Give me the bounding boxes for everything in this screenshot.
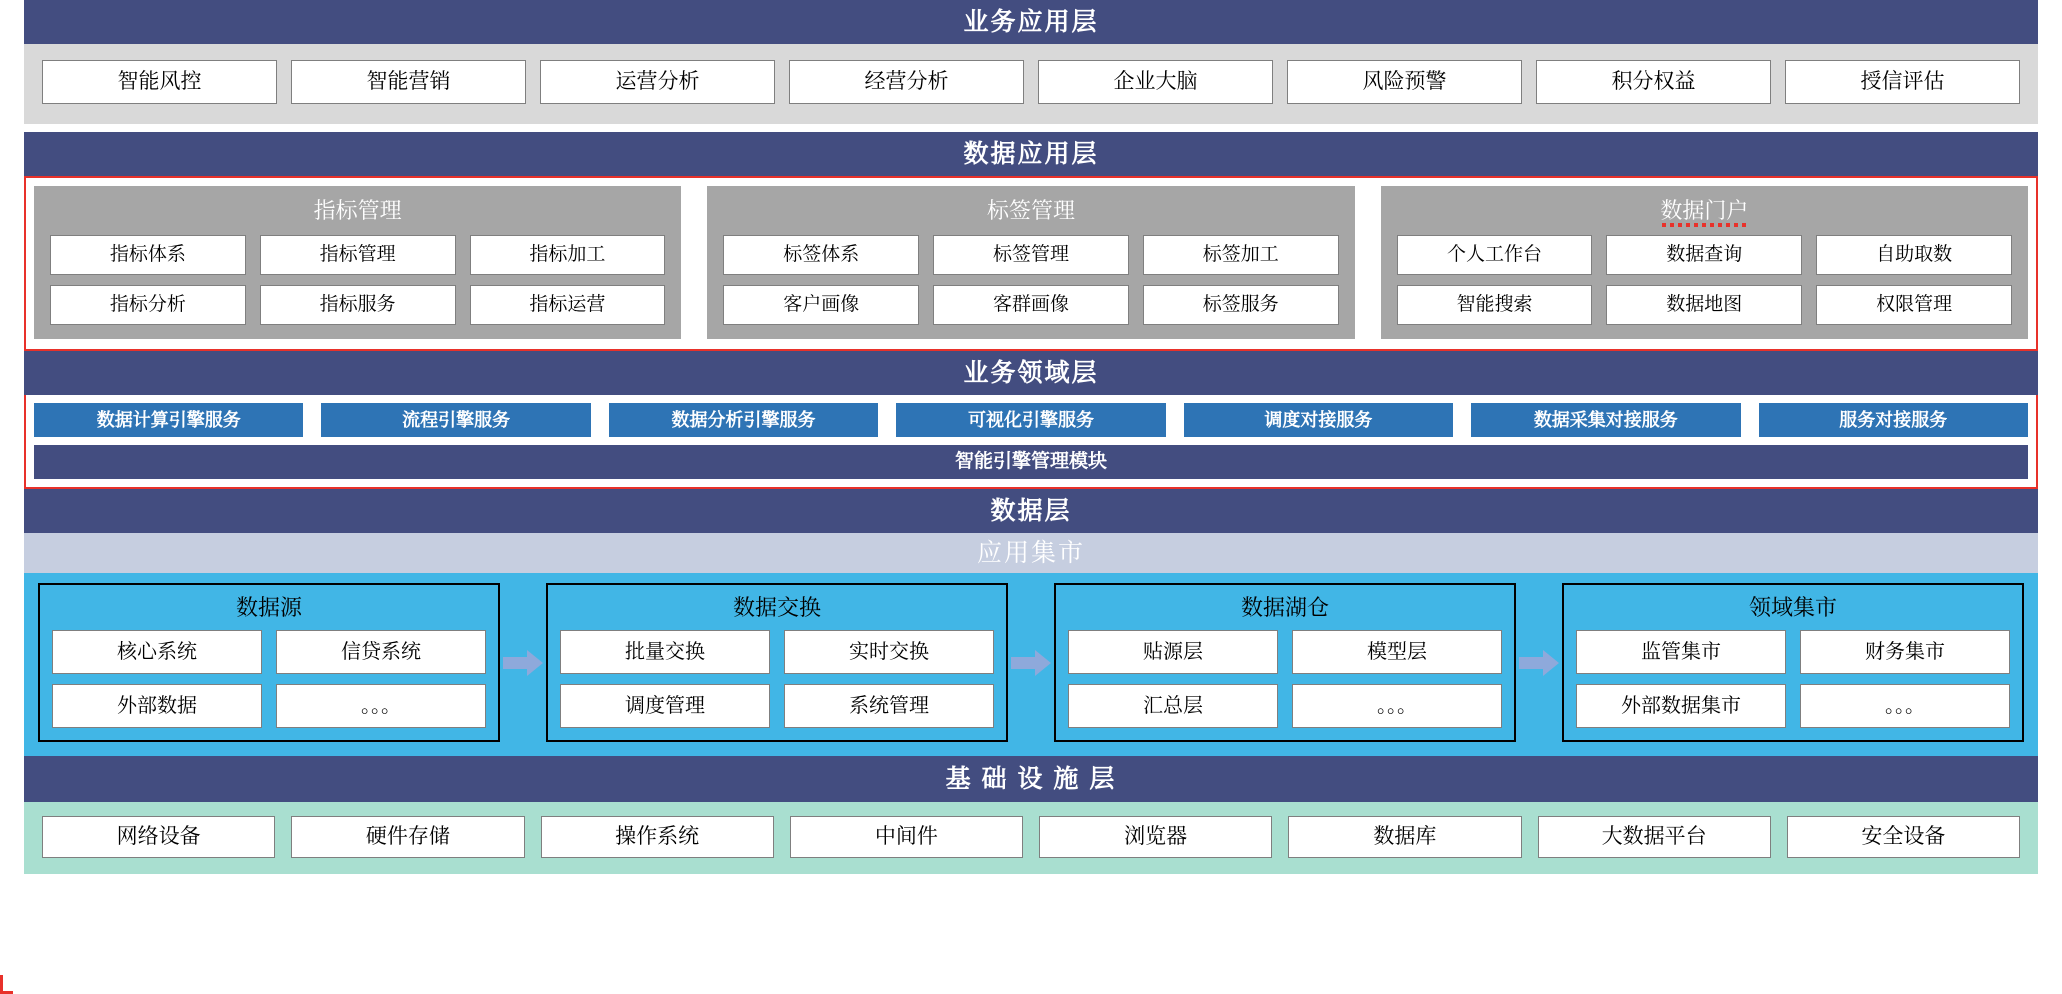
app-chip[interactable]: 智能风控	[42, 60, 277, 104]
right-arrow-icon	[500, 648, 546, 678]
cell[interactable]: 标签体系	[723, 235, 919, 275]
data-cell[interactable]: 监管集市	[1576, 630, 1786, 674]
cell[interactable]: 指标运营	[470, 285, 666, 325]
data-block-title: 数据湖仓	[1240, 595, 1329, 620]
data-cell[interactable]: 信贷系统	[276, 630, 486, 674]
engine-chip[interactable]: 数据计算引擎服务	[34, 403, 303, 437]
app-chip[interactable]: 授信评估	[1785, 60, 2020, 104]
spacer	[24, 124, 2038, 132]
cell[interactable]: 自助取数	[1816, 235, 2012, 275]
data-application-layer-title: 数据应用层	[24, 132, 2038, 176]
cell[interactable]: 权限管理	[1816, 285, 2012, 325]
right-arrow-icon	[1516, 648, 1562, 678]
cell[interactable]: 标签加工	[1143, 235, 1339, 275]
data-cell[interactable]: 。。。	[1292, 684, 1502, 728]
engine-chip[interactable]: 流程引擎服务	[321, 403, 590, 437]
data-cell[interactable]: 外部数据集市	[1576, 684, 1786, 728]
data-block-title: 领域集市	[1748, 595, 1837, 620]
app-chip[interactable]: 经营分析	[789, 60, 1024, 104]
engine-chip[interactable]: 调度对接服务	[1184, 403, 1453, 437]
group-title: 数据门户	[1397, 194, 2012, 225]
data-block-lakehouse	[1054, 583, 1516, 742]
cell[interactable]: 指标管理	[260, 235, 456, 275]
business-application-layer-body	[24, 44, 2038, 124]
business-domain-layer-title: 业务领域层	[24, 351, 2038, 395]
cell[interactable]: 标签管理	[933, 235, 1129, 275]
engine-row	[34, 403, 2028, 437]
cell[interactable]: 指标体系	[50, 235, 246, 275]
data-block-cells	[1068, 630, 1502, 728]
group-indicator-management	[34, 186, 681, 339]
red-corner-mark	[0, 975, 13, 994]
application-market-bar: 应用集市	[24, 533, 2038, 573]
cell[interactable]: 标签服务	[1143, 285, 1339, 325]
cell[interactable]: 数据地图	[1606, 285, 1802, 325]
business-application-layer-title: 业务应用层	[24, 0, 2038, 44]
data-application-layer-body	[24, 176, 2038, 351]
data-cell[interactable]: 。。。	[1800, 684, 2010, 728]
cell[interactable]: 数据查询	[1606, 235, 1802, 275]
data-layer-body	[24, 573, 2038, 756]
data-block-title: 数据源	[235, 595, 302, 620]
data-cell[interactable]: 系统管理	[784, 684, 994, 728]
data-block-source	[38, 583, 500, 742]
group-title: 指标管理	[313, 198, 402, 223]
data-cell[interactable]: 核心系统	[52, 630, 262, 674]
data-cell[interactable]: 。。。	[276, 684, 486, 728]
data-layer-title: 数据层	[24, 489, 2038, 533]
group-cells	[1397, 235, 2012, 325]
engine-chip[interactable]: 数据分析引擎服务	[609, 403, 878, 437]
infra-chip[interactable]: 操作系统	[541, 816, 774, 858]
data-cell[interactable]: 调度管理	[560, 684, 770, 728]
data-cell[interactable]: 财务集市	[1800, 630, 2010, 674]
group-tag-management	[707, 186, 1354, 339]
app-chip[interactable]: 积分权益	[1536, 60, 1771, 104]
infra-chip[interactable]: 中间件	[790, 816, 1023, 858]
data-cell[interactable]: 模型层	[1292, 630, 1502, 674]
app-chip[interactable]: 运营分析	[540, 60, 775, 104]
business-domain-layer-body	[24, 395, 2038, 489]
data-block-domain-market	[1562, 583, 2024, 742]
app-chip[interactable]: 风险预警	[1287, 60, 1522, 104]
cell[interactable]: 客户画像	[723, 285, 919, 325]
data-block-title: 数据交换	[732, 595, 821, 620]
data-block-cells	[560, 630, 994, 728]
data-cell[interactable]: 外部数据	[52, 684, 262, 728]
data-cell[interactable]: 实时交换	[784, 630, 994, 674]
cell[interactable]: 个人工作台	[1397, 235, 1593, 275]
group-title: 标签管理	[986, 198, 1075, 223]
infra-chip[interactable]: 网络设备	[42, 816, 275, 858]
data-block-cells	[52, 630, 486, 728]
engine-chip[interactable]: 数据采集对接服务	[1471, 403, 1740, 437]
group-cells	[723, 235, 1338, 325]
infrastructure-layer-title: 基 础 设 施 层	[24, 756, 2038, 802]
infra-chip[interactable]: 数据库	[1288, 816, 1521, 858]
cell[interactable]: 客群画像	[933, 285, 1129, 325]
data-cell[interactable]: 批量交换	[560, 630, 770, 674]
engine-chip[interactable]: 可视化引擎服务	[896, 403, 1165, 437]
data-block-exchange	[546, 583, 1008, 742]
infrastructure-layer-body	[24, 802, 2038, 874]
group-cells	[50, 235, 665, 325]
data-cell[interactable]: 贴源层	[1068, 630, 1278, 674]
cell[interactable]: 智能搜索	[1397, 285, 1593, 325]
engine-management-module[interactable]: 智能引擎管理模块	[34, 445, 2028, 479]
right-arrow-icon	[1008, 648, 1054, 678]
engine-chip[interactable]: 服务对接服务	[1759, 403, 2028, 437]
data-block-cells	[1576, 630, 2010, 728]
group-data-portal	[1381, 186, 2028, 339]
data-cell[interactable]: 汇总层	[1068, 684, 1278, 728]
cell[interactable]: 指标服务	[260, 285, 456, 325]
infra-chip[interactable]: 安全设备	[1787, 816, 2020, 858]
app-chip[interactable]: 企业大脑	[1038, 60, 1273, 104]
infra-chip[interactable]: 硬件存储	[291, 816, 524, 858]
cell[interactable]: 指标加工	[470, 235, 666, 275]
infra-chip[interactable]: 浏览器	[1039, 816, 1272, 858]
infra-chip[interactable]: 大数据平台	[1538, 816, 1771, 858]
app-chip[interactable]: 智能营销	[291, 60, 526, 104]
cell[interactable]: 指标分析	[50, 285, 246, 325]
